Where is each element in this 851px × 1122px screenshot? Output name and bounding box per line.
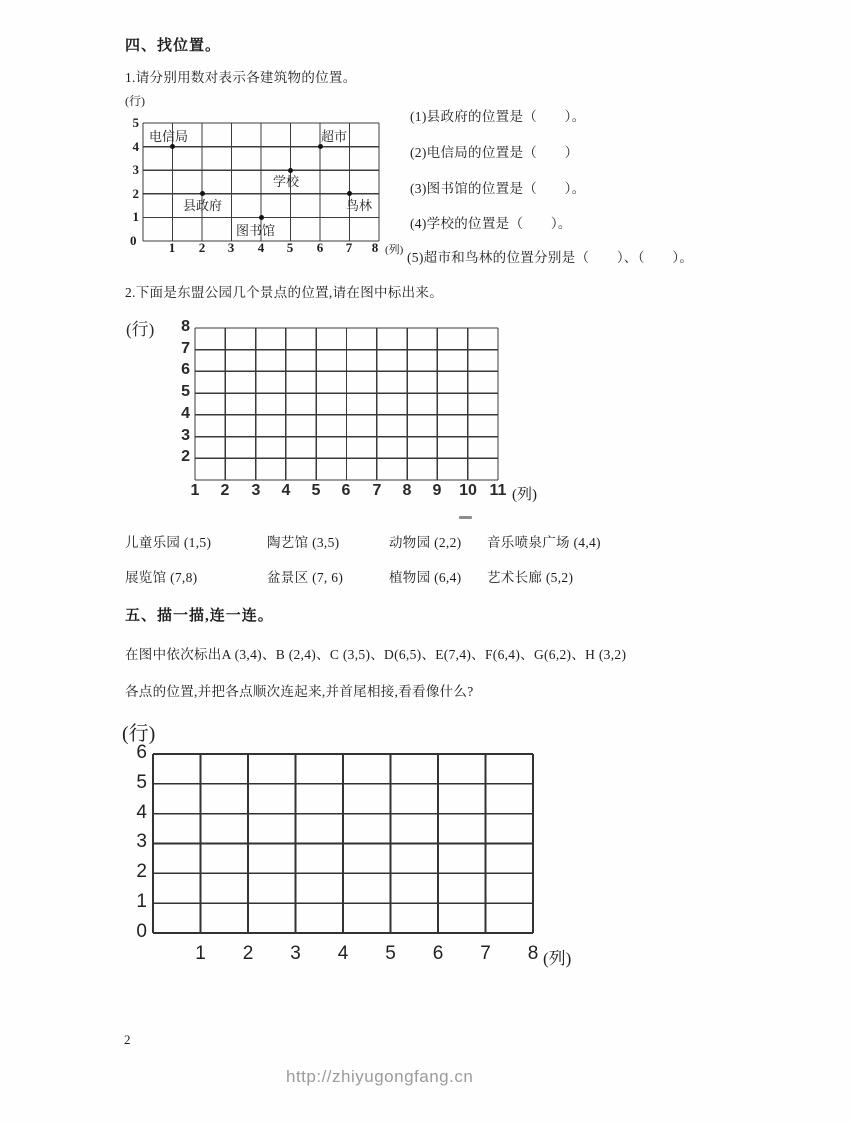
s5-col-tick: 8 xyxy=(527,943,539,964)
q2-col-tick: 5 xyxy=(311,482,321,499)
place-item: 植物园 (6,4) xyxy=(389,570,462,585)
place-item: 音乐喷泉广场 (4,4) xyxy=(487,535,601,550)
q1-origin-tick: 0 xyxy=(130,233,137,248)
q1-col-tick: 3 xyxy=(227,240,235,255)
s5-row-tick: 3 xyxy=(136,831,147,852)
q2-col-tick: 4 xyxy=(281,482,291,499)
q1-col-axis-label: (列) xyxy=(385,244,404,256)
q1-col-tick: 5 xyxy=(286,240,294,255)
q2-col-tick: 7 xyxy=(372,482,382,499)
scan-artifact-dash xyxy=(459,516,472,519)
q1-grid xyxy=(125,90,425,270)
point-label: 鸟林 xyxy=(346,198,373,213)
s5-col-tick: 3 xyxy=(290,943,301,964)
q2-col-tick: 2 xyxy=(220,482,230,499)
q2-row-tick: 6 xyxy=(181,361,190,378)
place-item: 盆景区 (7, 6) xyxy=(267,570,344,585)
section4-title: 四、找位置。 xyxy=(125,38,222,54)
q1-subquestion-2: (2)电信局的位置是（ ） xyxy=(410,145,579,160)
q2-row-tick: 7 xyxy=(181,340,190,357)
s5-origin-tick: 0 xyxy=(136,921,147,942)
place-item: 艺术长廊 (5,2) xyxy=(487,570,574,585)
point-label: 电信局 xyxy=(149,129,189,144)
s5-row-tick: 5 xyxy=(136,772,147,793)
q2-col-tick: 6 xyxy=(341,482,351,499)
q2-col-tick: 10 xyxy=(459,482,477,499)
s5-col-tick: 6 xyxy=(432,943,444,964)
q1-col-tick: 7 xyxy=(345,240,353,255)
q2-row-tick: 5 xyxy=(181,383,190,400)
section5-grid-lines xyxy=(153,754,533,933)
s5-col-tick: 7 xyxy=(480,943,491,964)
q1-row-axis-label: (行) xyxy=(125,94,145,108)
point-label: 学校 xyxy=(273,174,300,189)
q2-col-tick: 3 xyxy=(251,482,261,499)
q2-grid-lines xyxy=(195,328,498,480)
q2-prompt: 2.下面是东盟公园几个景点的位置,请在图中标出来。 xyxy=(125,285,443,300)
q1-col-tick: 2 xyxy=(198,240,206,255)
section5-prompt-line2: 各点的位置,并把各点顺次连起来,并首尾相接,看看像什么? xyxy=(125,684,474,699)
section5-row-axis-label: (行) xyxy=(122,723,156,745)
q1-row-tick: 4 xyxy=(132,139,139,154)
q2-grid xyxy=(120,312,600,507)
s5-col-tick: 1 xyxy=(195,943,206,964)
point-label: 图书馆 xyxy=(236,223,276,238)
q1-subquestion-5: (5)超市和鸟林的位置分别是（ ）、（ ）。 xyxy=(407,250,694,265)
q2-row-tick: 4 xyxy=(181,405,190,422)
q2-row-tick: 8 xyxy=(181,318,190,335)
s5-col-tick: 2 xyxy=(242,943,254,964)
q2-col-tick: 9 xyxy=(432,482,442,499)
q1-subquestion-1: (1)县政府的位置是（ ）。 xyxy=(410,109,586,124)
q1-subquestion-3: (3)图书馆的位置是（ ）。 xyxy=(410,181,586,196)
q1-row-tick: 2 xyxy=(132,186,139,201)
q2-row-tick: 2 xyxy=(181,448,190,465)
place-item: 儿童乐园 (1,5) xyxy=(125,535,212,550)
q1-col-tick: 8 xyxy=(371,240,379,255)
s5-row-tick: 4 xyxy=(136,802,147,823)
s5-row-tick: 1 xyxy=(136,891,147,912)
q1-row-tick: 3 xyxy=(132,162,139,177)
place-item: 陶艺馆 (3,5) xyxy=(267,535,340,550)
s5-row-tick: 2 xyxy=(136,861,147,882)
q2-row-axis-label: (行) xyxy=(126,320,155,339)
footer-url: http://zhiyugongfang.cn xyxy=(286,1067,474,1086)
q2-col-tick: 11 xyxy=(489,482,507,499)
s5-row-tick: 6 xyxy=(136,742,147,763)
q1-prompt: 1.请分别用数对表示各建筑物的位置。 xyxy=(125,70,357,85)
point-label: 县政府 xyxy=(183,198,223,213)
q2-col-tick: 1 xyxy=(190,482,200,499)
section5-col-axis-label: (列) xyxy=(543,949,572,968)
s5-col-tick: 4 xyxy=(337,943,349,964)
place-item: 动物园 (2,2) xyxy=(389,535,462,550)
q1-col-tick: 6 xyxy=(316,240,324,255)
q1-col-tick: 1 xyxy=(168,240,176,255)
section5-grid xyxy=(115,712,635,977)
q2-col-tick: 8 xyxy=(402,482,412,499)
q2-row-tick: 3 xyxy=(181,427,190,444)
q1-subquestion-4: (4)学校的位置是（ ）。 xyxy=(410,216,572,231)
q1-row-tick: 1 xyxy=(132,209,139,224)
q1-row-tick: 5 xyxy=(132,115,139,130)
section5-prompt-line1: 在图中依次标出A (3,4)、B (2,4)、C (3,5)、D(6,5)、E(7,4)、F(6,4)、G(6,2)、H (3,2) xyxy=(125,647,627,662)
place-item: 展览馆 (7,8) xyxy=(125,570,198,585)
q1-col-tick: 4 xyxy=(257,240,265,255)
page-number: 2 xyxy=(124,1032,131,1047)
point-label: 超市 xyxy=(321,129,348,144)
s5-col-tick: 5 xyxy=(385,943,396,964)
section5-title: 五、描一描,连一连。 xyxy=(125,608,274,624)
q2-col-axis-label: (列) xyxy=(512,487,537,503)
